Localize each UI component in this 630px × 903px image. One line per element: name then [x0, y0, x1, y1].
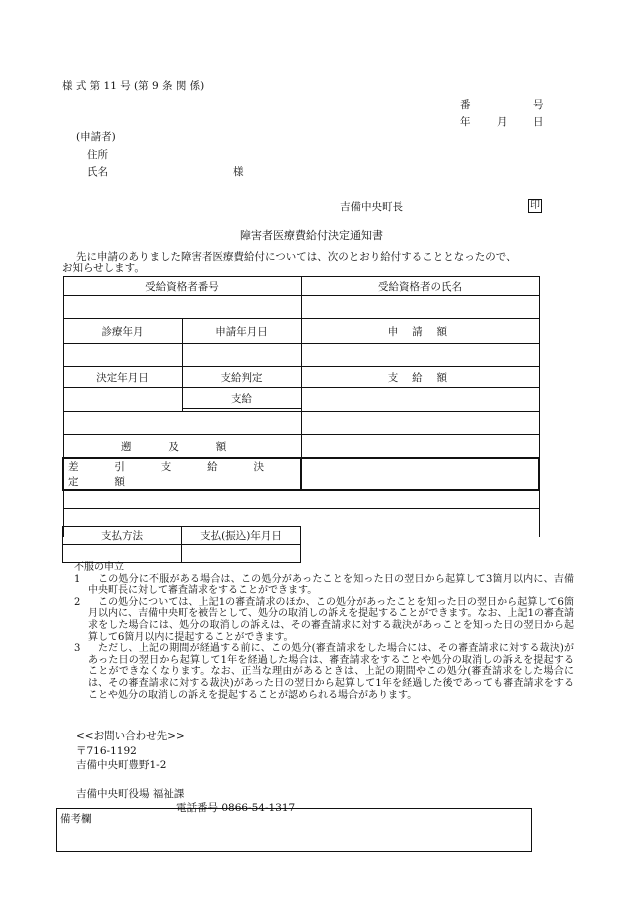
- decision-date-cell: [63, 388, 182, 412]
- date-month: 月: [497, 116, 508, 128]
- note-number: 1: [74, 573, 81, 585]
- contact-heading: <<お問い合わせ先>>: [76, 730, 185, 742]
- contact-phone: 電話番号 0866-54-1317: [176, 802, 296, 814]
- application-amount-cell: [301, 344, 539, 367]
- payment-table: [62, 526, 301, 563]
- blank-row: [63, 412, 301, 435]
- note-text: ただし、上記の期間が経過する前に、この処分(審査請求をした場合には、その審査請求に対する裁決)があった日の翌日から起算して1年を経過した場合は、審査請求をすることや処分の取消しの訴えを提起することができなくなります。なお、正当な理由があるときは、上記の期間やこの処分(審査請求をした場合には、その審査請求に対する裁決)があった日の翌日から起算して1年を経過した後であっても審査請求をすることや処分の取消しの訴えを提起することが認められる場合があります。: [88, 643, 574, 701]
- benefit-table: [62, 276, 540, 537]
- payment-date-cell: [182, 545, 301, 563]
- blank-row-amount: [301, 412, 539, 435]
- honorific: 様: [233, 166, 244, 178]
- address-label: 住所: [87, 149, 108, 161]
- retroactive-amount-label: 遡 及 額: [63, 435, 301, 459]
- applicant-label: (申請者): [76, 131, 116, 143]
- recipient-name-cell: [301, 296, 539, 319]
- remarks-box: [56, 808, 532, 852]
- note-item-2: [74, 597, 574, 643]
- note-item-1: [74, 574, 574, 597]
- contact-block: [76, 729, 295, 816]
- decision-date-header: 決定年月日: [63, 367, 182, 388]
- seal-mark: 印: [530, 200, 540, 211]
- form-number: 様 式 第 11 号 (第 9 条 関 係): [62, 80, 205, 92]
- note-item-3: [74, 643, 574, 701]
- recipient-name-header: 受給資格者の氏名: [301, 277, 539, 296]
- extra-row-1: [63, 490, 539, 509]
- note-number: 2: [74, 596, 81, 608]
- date-year: 年: [460, 116, 471, 128]
- deduction-amount-cell: [301, 458, 539, 490]
- recipient-number-header: 受給資格者番号: [63, 277, 301, 296]
- payment-method-cell: [63, 545, 182, 563]
- intro-line-1: 先に申請のありました障害者医療費給付については、次のとおり給付することとなったので、: [76, 251, 517, 263]
- date-day: 日: [533, 116, 544, 128]
- contact-postal: 〒716-1192: [76, 744, 137, 757]
- notes-heading: 不服の申立: [74, 562, 124, 573]
- note-number: 3: [74, 643, 81, 655]
- application-date-header: 申請年月日: [182, 319, 301, 344]
- remarks-label: 備考欄: [60, 813, 92, 825]
- treatment-month-cell: [63, 344, 182, 367]
- recipient-number-cell: [63, 296, 301, 319]
- contact-address: 吉備中央町豊野1-2: [76, 759, 167, 771]
- payment-date-header: 支払(振込)年月日: [182, 527, 301, 545]
- contact-office: 吉備中央町役場 福祉課: [76, 787, 185, 800]
- note-text: この処分に不服がある場合は、この処分があったことを知った日の翌日から起算して3箇月以内に、吉備中央町長に対して審査請求をすることができます。: [88, 573, 574, 597]
- application-date-cell: [182, 344, 301, 367]
- objection-notes: [74, 562, 574, 701]
- retroactive-amount-cell: [301, 435, 539, 459]
- note-text: この処分については、上記1の審査請求のほか、この処分があったことを知った日の翌日から起算して6箇月以内に、吉備中央町を被告として、処分の取消しの訴えを提起することができます。なお、上記1の審査請求をした場合には、処分の取消しの訴えは、その審査請求に対する裁決があっことを知った日の翌日から起算して6箇月以内に提起することができます。: [88, 596, 574, 643]
- name-label: 氏名: [87, 166, 108, 178]
- payment-amount-header: 支 給 額: [301, 367, 539, 388]
- number-label: 番: [460, 99, 471, 111]
- issuer-name: 吉備中央町長: [340, 201, 403, 213]
- deduction-amount-label: 差 引 支 給 決 定 額: [63, 458, 301, 490]
- number-suffix: 号: [533, 99, 544, 111]
- application-amount-header: 申 請 額: [301, 319, 539, 344]
- payment-judgment-header: 支給判定: [182, 367, 301, 388]
- payment-amount-cell: [301, 388, 539, 412]
- payment-method-header: 支払方法: [63, 527, 182, 545]
- treatment-month-header: 診療年月: [63, 319, 182, 344]
- payment-label: 支給: [182, 388, 301, 409]
- intro-line-2: お知らせします。: [62, 262, 145, 274]
- document-title: 障害者医療費給付決定通知書: [240, 229, 383, 242]
